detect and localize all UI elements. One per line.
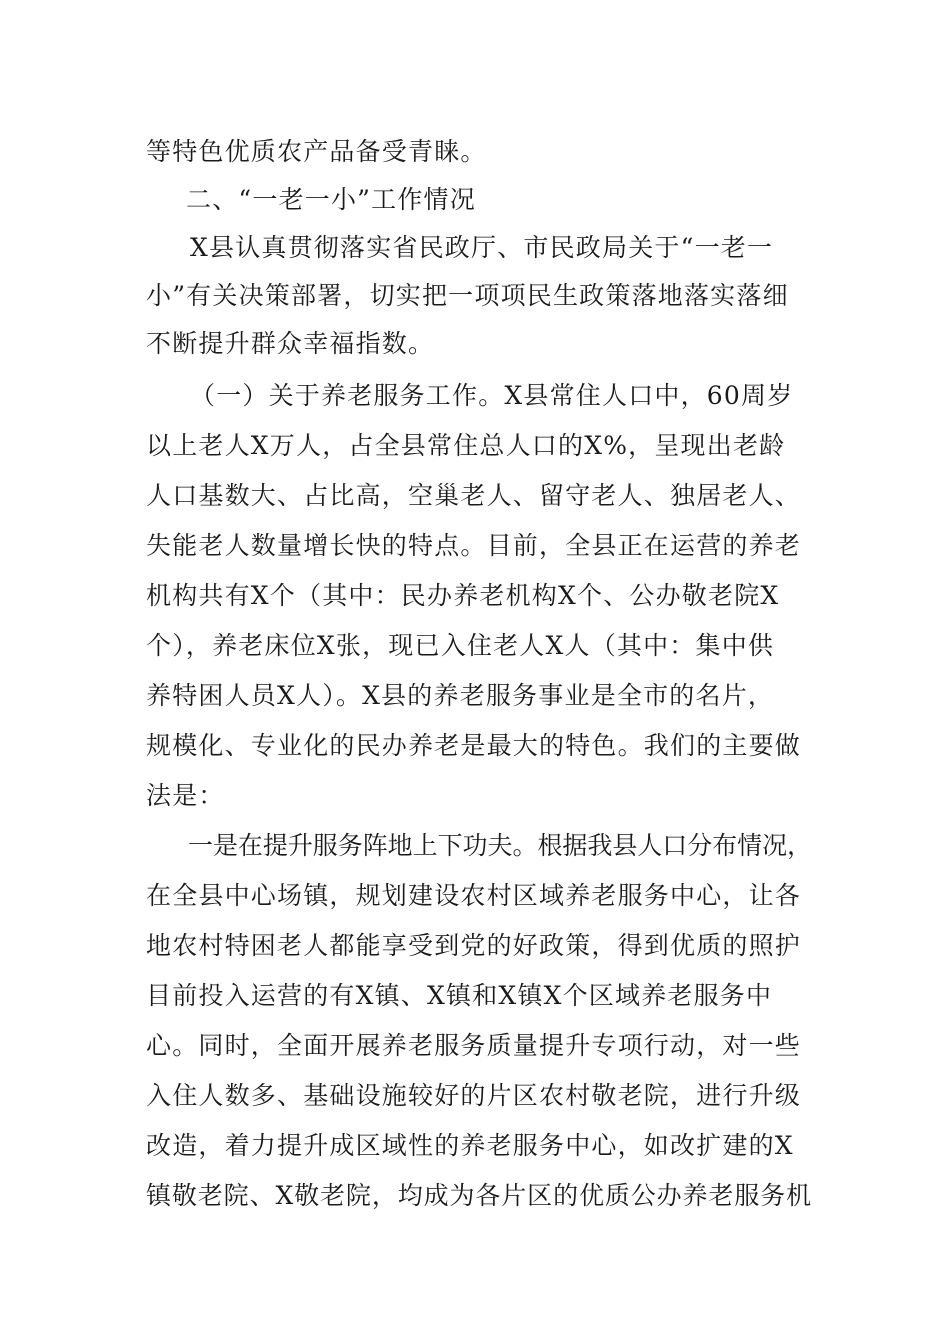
text-line: 心。同时，全面开展养老服务质量提升专项行动，对一些 — [146, 1031, 802, 1060]
text-line: 改造，着力提升成区域性的养老服务中心，如改扩建的X — [146, 1131, 794, 1160]
text-line: 法是： — [146, 781, 225, 810]
text-line: 地农村特困老人都能享受到党的好政策，得到优质的照护 — [146, 931, 802, 960]
text-line: 镇敬老院、X敬老院，均成为各片区的优质公办养老服务机 — [146, 1181, 812, 1210]
text-line: 规模化、专业化的民办养老是最大的特色。我们的主要做 — [146, 731, 802, 760]
text-line: 不断提升群众幸福指数。 — [146, 329, 435, 358]
text-line: 失能老人数量增长快的特点。目前，全县正在运营的养老 — [146, 531, 802, 560]
text-line: 小”有关决策部署，切实把一项项民生政策落地落实落细 — [146, 281, 789, 310]
text-line: 个），养老床位X张，现已入住老人X人（其中：集中供 — [146, 631, 775, 660]
text-line: 在全县中心场镇，规划建设农村区域养老服务中心，让各 — [146, 881, 802, 910]
text-line: X县认真贯彻落实省民政厅、市民政局关于“一老一 — [190, 233, 774, 262]
text-line: 目前投入运营的有X镇、X镇和X镇X个区域养老服务中 — [146, 981, 773, 1010]
paragraph-start: 一是在提升服务阵地上下功夫。根据我县人口分布情况， — [188, 831, 813, 860]
text-line: 入住人数多、基础设施较好的片区农村敬老院，进行升级 — [146, 1081, 802, 1110]
text-line: 等特色优质农产品备受青睐。 — [146, 137, 487, 166]
text-line: 人口基数大、占比高，空巢老人、留守老人、独居老人、 — [146, 481, 802, 510]
text-line: 以上老人X万人，占全县常住总人口的X%，呈现出老龄 — [146, 431, 786, 460]
subsection-start: （一）关于养老服务工作。X县常住人口中，60周岁 — [190, 381, 794, 410]
text-line: 机构共有X个（其中：民办养老机构X个、公办敬老院X — [146, 581, 780, 610]
section-heading: 二、“一老一小”工作情况 — [186, 185, 476, 214]
text-line: 养特困人员X人）。X县的养老服务事业是全市的名片， — [146, 681, 775, 710]
